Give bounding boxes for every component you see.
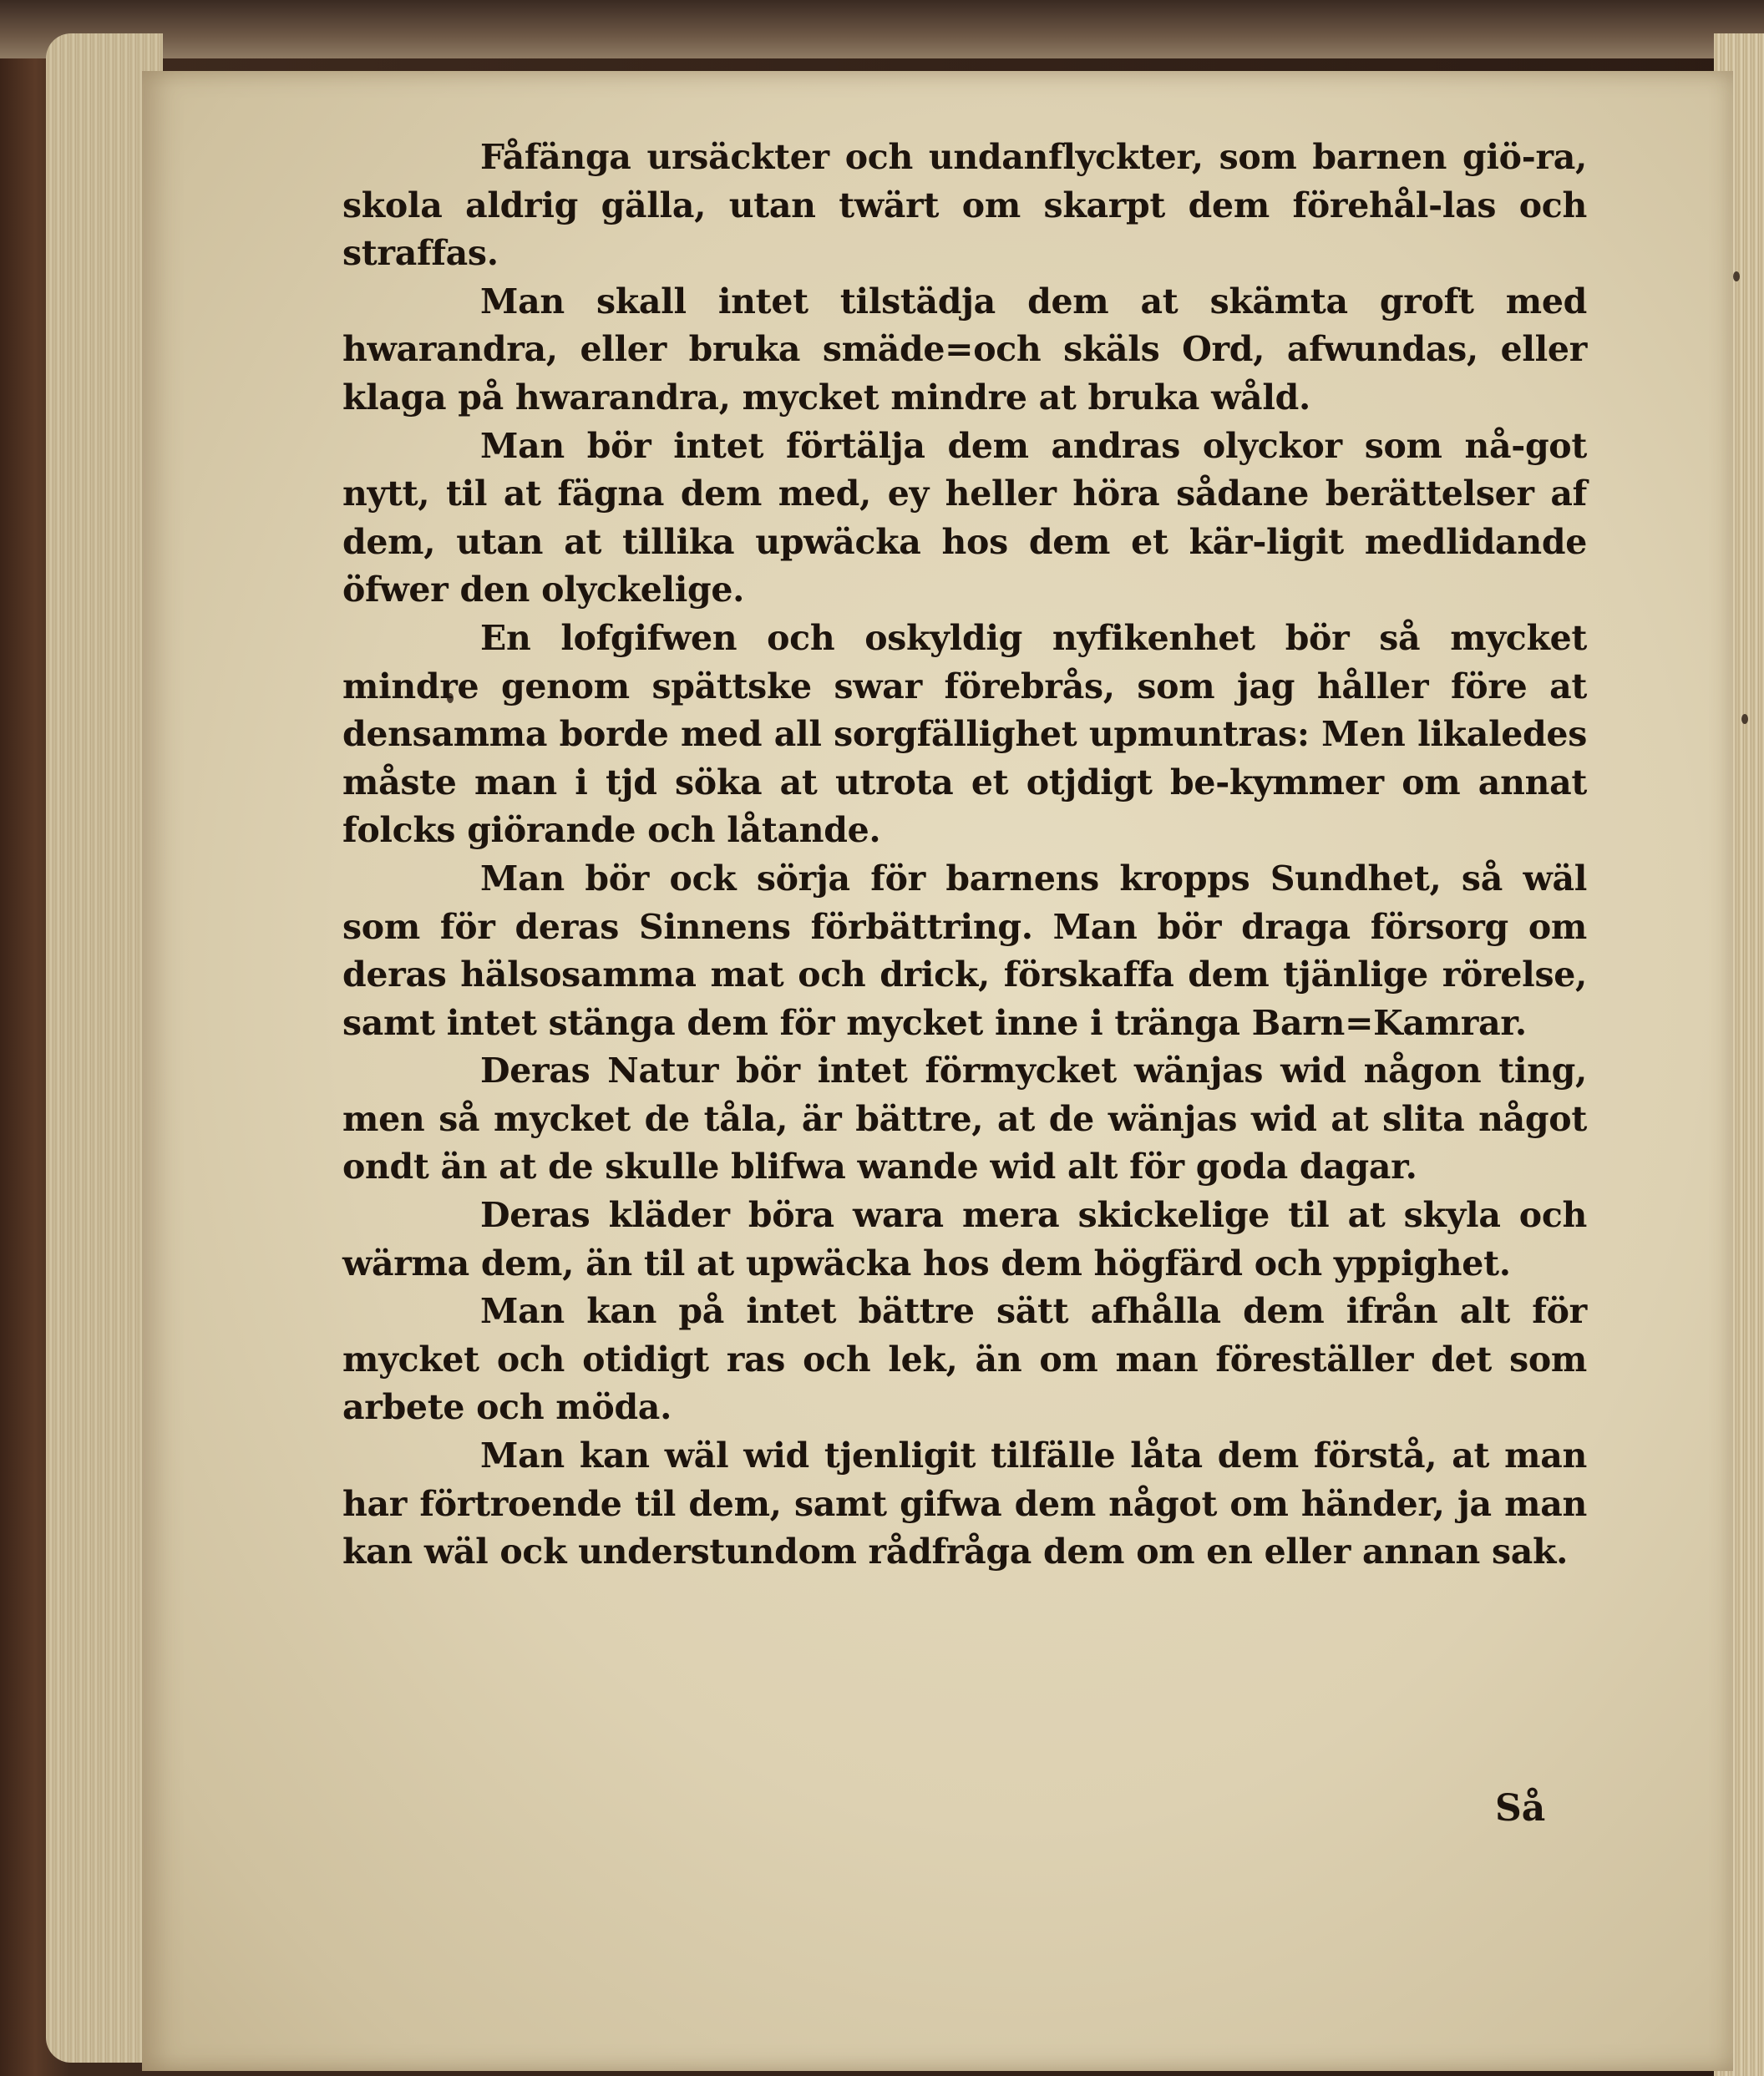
paragraph: Deras kläder böra wara mera skickelige til at skyla och wärma dem, än til at upwäcka hos dem högfärd och yppighet. [342,1195,1587,1284]
book-top-edge [0,0,1764,58]
paper-speck [1733,271,1740,281]
catchword: Så [1495,1787,1546,1830]
page-text [342,134,1587,1577]
paragraph: Fåfänga ursäckter och undanflyckter, som barnen giö-ra, skola aldrig gälla, utan twärt om skarpt dem förehål-las och straffas. [342,137,1587,274]
paragraph: Man skall intet tilstädja dem at skämta groft med hwarandra, eller bruka smäde=och skäls Ord, afwundas, eller klaga på hwarandra, mycket mindre at bruka wåld. [342,281,1587,418]
paragraph: Deras Natur bör intet förmycket wänjas wid någon ting, men så mycket de tåla, är bättre, at de wänjas wid at slita något ondt än at de skulle blifwa wande wid alt för goda dagar. [342,1051,1587,1187]
paper-speck [1741,714,1748,724]
paragraph: En lofgifwen och oskyldig nyfikenhet bör så mycket mindre genom spättske swar förebrås, som jag håller före at densamma borde med all sorgfällighet upmuntras: Men likaledes måste man i tjd söka at utrota et otjdigt be-kymmer om annat folcks giörande och låtande. [342,617,1587,851]
paragraph: Man kan wäl wid tjenligit tilfälle låta dem förstå, at man har förtroende til dem, samt gifwa dem något om händer, ja man kan wäl ock understundom rådfråga dem om en eller annan sak. [342,1435,1587,1572]
paragraph: Man kan på intet bättre sätt afhålla dem ifrån alt för mycket och otidigt ras och lek, än om man föreställer det som arbete och möda. [342,1291,1587,1428]
paragraph: Man bör intet förtälja dem andras olyckor som nå-got nytt, til at fägna dem med, ey heller höra sådane berättelser af dem, utan at tillika upwäcka hos dem et kär-ligit medlidande öfwer den olyckelige. [342,425,1587,610]
paragraph: Man bör ock sörja för barnens kropps Sundhet, så wäl som för deras Sinnens förbättring. Man bör draga försorg om deras hälsosamma mat och drick, förskaffa dem tjänlige rörelse, samt intet stänga dem för mycket inne i tränga Barn=Kamrar. [342,858,1587,1043]
